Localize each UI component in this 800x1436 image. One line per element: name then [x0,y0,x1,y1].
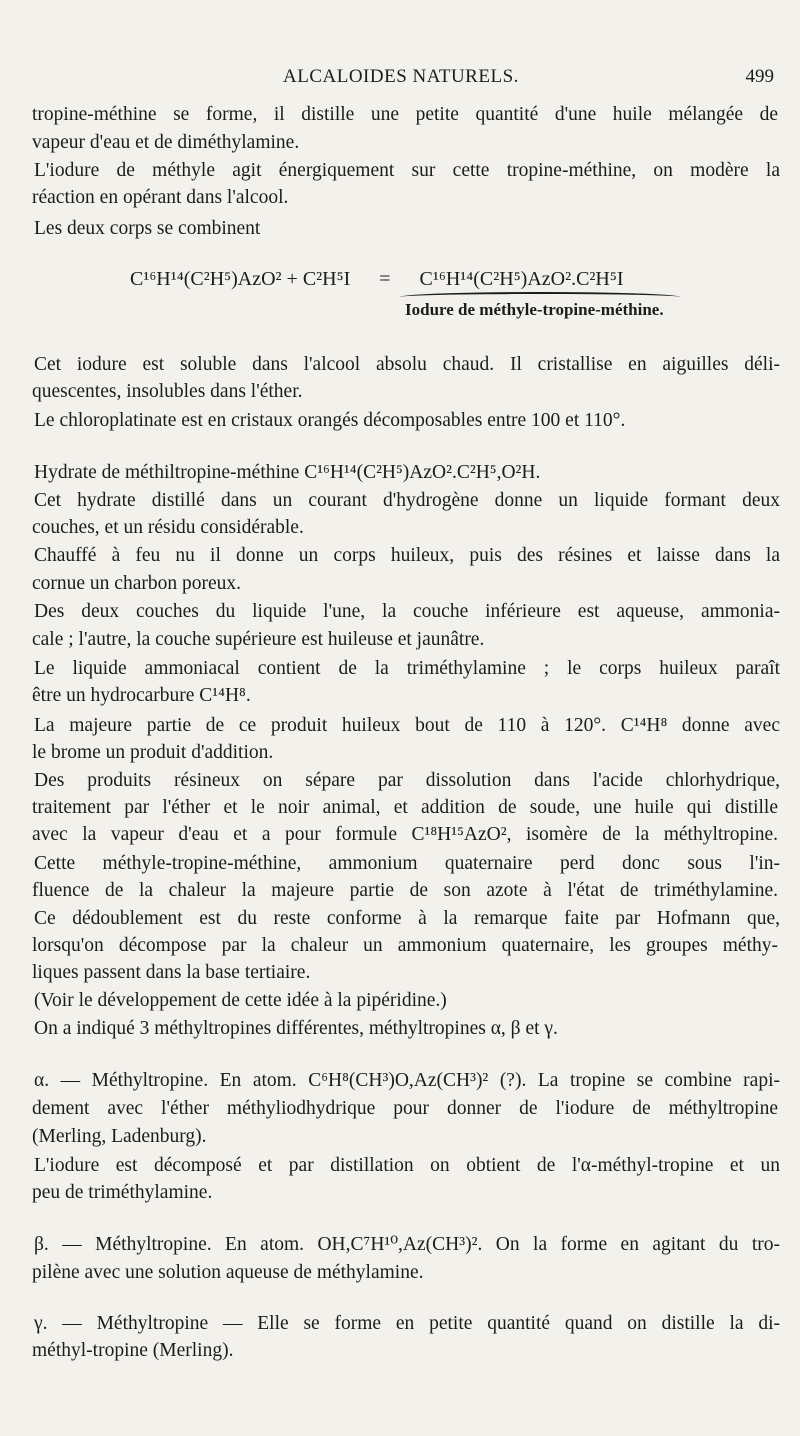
text-line: peu de triméthylamine. [32,1182,213,1203]
text-line: Hydrate de méthiltropine-méthine C¹⁶H¹⁴(C²H⁵)AzO².C²H⁵,O²H. [34,462,541,483]
text-line: Le chloroplatinate est en cristaux orangés décomposables entre 100 et 110°. [34,410,626,431]
text-line: lorsqu'on décompose par la chaleur un ammonium quaternaire, les groupes méthy- [32,935,778,956]
text-line: γ. — Méthyltropine — Elle se forme en petite quantité quand on distille la di- [34,1313,780,1334]
text-line: couches, et un résidu considérable. [32,517,304,538]
text-line: Des deux couches du liquide l'une, la couche inférieure est aqueuse, ammonia- [34,601,780,622]
text-line: β. — Méthyltropine. En atom. OH,C⁷H¹⁰,Az(CH³)². On la forme en agitant du tro- [34,1234,780,1255]
text-line: α. — Méthyltropine. En atom. C⁶H⁸(CH³)O,Az(CH³)² (?). La tropine se combine rapi- [34,1070,780,1091]
equation-right: C¹⁶H¹⁴(C²H⁵)AzO².C²H⁵I [419,268,624,290]
page-header [0,66,800,96]
text-line: Cet iodure est soluble dans l'alcool absolu chaud. Il cristallise en aiguilles déli- [34,354,780,375]
text-line: cornue un charbon poreux. [32,573,242,594]
equation-label: Iodure de méthyle-tropine-méthine. [405,300,664,319]
text-line: (Voir le développement de cette idée à la pipéridine.) [34,990,447,1011]
text-line: Le liquide ammoniacal contient de la triméthylamine ; le corps huileux paraît [34,658,780,679]
text-line: dement avec l'éther méthyliodhydrique pour donner de l'iodure de méthyltropine [32,1098,778,1119]
text-line: tropine-méthine se forme, il distille une petite quantité d'une huile mélangée de [32,104,778,125]
chemical-equation [130,268,624,291]
text-line: (Merling, Ladenburg). [32,1126,207,1147]
text-line: réaction en opérant dans l'alcool. [32,187,289,208]
text-line: fluence de la chaleur la majeure partie de son azote à l'état de triméthylamine. [32,880,778,901]
text-line: pilène avec une solution aqueuse de méthylamine. [32,1262,424,1283]
text-line: avec la vapeur d'eau et a pour formule C¹⁸H¹⁵AzO², isomère de la méthyltropine. [32,824,778,845]
equation-left: C¹⁶H¹⁴(C²H⁵)AzO² + C²H⁵I [130,268,351,290]
text-line: vapeur d'eau et de diméthylamine. [32,132,300,153]
text-line: Des produits résineux on sépare par dissolution dans l'acide chlorhydrique, [34,770,780,791]
text-line: cale ; l'autre, la couche supérieure est huileuse et jaunâtre. [32,629,485,650]
text-line: L'iodure est décomposé et par distillation on obtient de l'α-méthyl-tropine et un [34,1155,780,1176]
page-number: 499 [745,66,774,87]
text-line: On a indiqué 3 méthyltropines différentes, méthyltropines α, β et γ. [34,1018,558,1039]
text-line: le brome un produit d'addition. [32,742,274,763]
equation-equals: = [379,268,391,290]
text-line: quescentes, insolubles dans l'éther. [32,381,303,402]
text-line: traitement par l'éther et le noir animal, et addition de soude, une huile qui distille [32,797,778,818]
text-line: L'iodure de méthyle agit énergiquement sur cette tropine-méthine, on modère la [34,160,780,181]
text-line: être un hydrocarbure C¹⁴H⁸. [32,685,251,706]
text-line: La majeure partie de ce produit huileux bout de 110 à 120°. C¹⁴H⁸ donne avec [34,715,780,736]
text-line: méthyl-tropine (Merling). [32,1340,234,1361]
text-line: Les deux corps se combinent [34,218,261,239]
text-line: Chauffé à feu nu il donne un corps huileux, puis des résines et laisse dans la [34,545,780,566]
text-line: Ce dédoublement est du reste conforme à la remarque faite par Hofmann que, [34,908,780,929]
running-title: ALCALOIDES NATURELS. [283,66,519,87]
text-line: Cette méthyle-tropine-méthine, ammonium quaternaire perd donc sous l'in- [34,853,780,874]
text-line: Cet hydrate distillé dans un courant d'hydrogène donne un liquide formant deux [34,490,780,511]
text-line: liques passent dans la base tertiaire. [32,962,311,983]
